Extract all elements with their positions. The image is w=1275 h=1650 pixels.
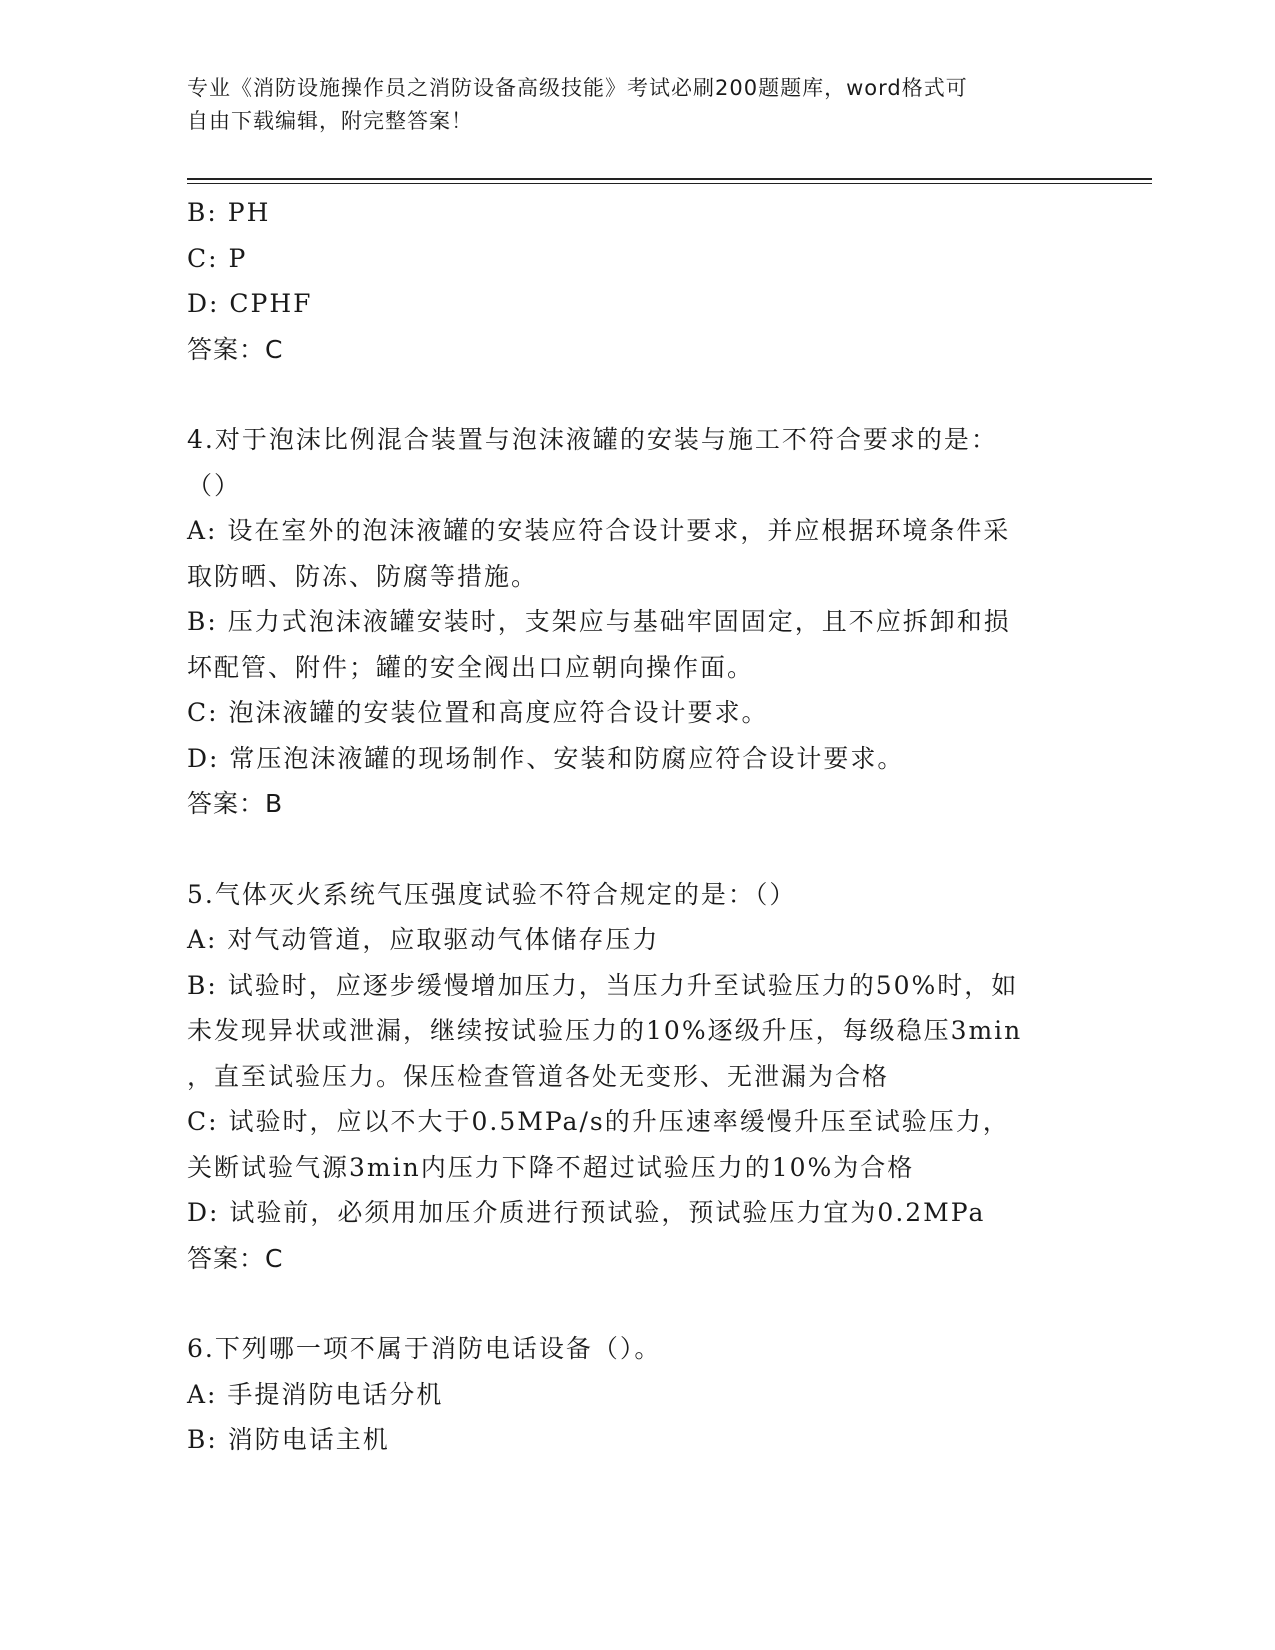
q6-option-b: B: 消防电话主机 (187, 1425, 390, 1454)
q4-stem-line-1: 4.对于泡沫比例混合装置与泡沫液罐的安装与施工不符合要求的是： (187, 425, 998, 454)
header-divider-thick (187, 178, 1152, 180)
header-line-2: 自由下载编辑，附完整答案！ (187, 109, 473, 133)
q4-option-a-line-1: A: 设在室外的泡沫液罐的安装应符合设计要求，并应根据环境条件采 (187, 516, 1011, 545)
spacer (187, 827, 1087, 872)
q4-option-d: D: 常压泡沫液罐的现场制作、安装和防腐应符合设计要求。 (187, 743, 905, 773)
q5-option-c-line-1: C: 试验时，应以不大于0.5MPa/s的升压速率缓慢升压至试验压力， (187, 1107, 1010, 1136)
q4-option-a-line-2: 取防晒、防冻、防腐等措施。 (187, 561, 539, 591)
header-line-1: 专业《消防设施操作员之消防设备高级技能》考试必刷200题题库，word格式可 (187, 76, 968, 100)
q4-option-b-line-1: B: 压力式泡沫液罐安装时，支架应与基础牢固固定，且不应拆卸和损 (187, 607, 1011, 636)
document-header (187, 72, 1067, 138)
spacer (187, 1281, 1087, 1326)
q5-option-d: D: 试验前，必须用加压介质进行预试验，预试验压力宜为0.2MPa (187, 1198, 986, 1227)
q5-stem: 5.气体灭火系统气压强度试验不符合规定的是：（） (187, 879, 797, 909)
question-5 (187, 872, 1087, 1282)
question-3 (187, 190, 1087, 372)
question-6 (187, 1326, 1087, 1463)
q6-stem: 6.下列哪一项不属于消防电话设备（）。 (187, 1334, 662, 1363)
q5-option-c-line-2: 关断试验气源3min内压力下降不超过试验压力的10%为合格 (187, 1152, 915, 1182)
q5-answer: 答案：C (187, 1243, 284, 1273)
q4-answer: 答案：B (187, 789, 284, 818)
q3-option-c: C: P (187, 243, 248, 273)
q3-option-b: B: PH (187, 198, 271, 227)
q5-option-b-line-1: B: 试验时，应逐步缓慢增加压力，当压力升至试验压力的50%时，如 (187, 970, 1019, 1000)
header-divider-thin (187, 183, 1152, 184)
q3-option-d: D: CPHF (187, 289, 313, 318)
question-list (187, 190, 1087, 1463)
question-4 (187, 417, 1087, 827)
q4-stem-line-2: （） (187, 470, 242, 500)
q3-answer: 答案：C (187, 334, 284, 364)
spacer (187, 372, 1087, 417)
q5-option-a: A: 对气动管道，应取驱动气体储存压力 (187, 925, 660, 954)
q4-option-c: C: 泡沫液罐的安装位置和高度应符合设计要求。 (187, 698, 769, 727)
q5-option-b-line-3: ，直至试验压力。保压检查管道各处无变形、无泄漏为合格 (187, 1061, 890, 1091)
q5-option-b-line-2: 未发现异状或泄漏，继续按试验压力的10%逐级升压，每级稳压3min (187, 1016, 1023, 1045)
q6-option-a: A: 手提消防电话分机 (187, 1379, 444, 1409)
q4-option-b-line-2: 坏配管、附件；罐的安全阀出口应朝向操作面。 (187, 652, 755, 682)
